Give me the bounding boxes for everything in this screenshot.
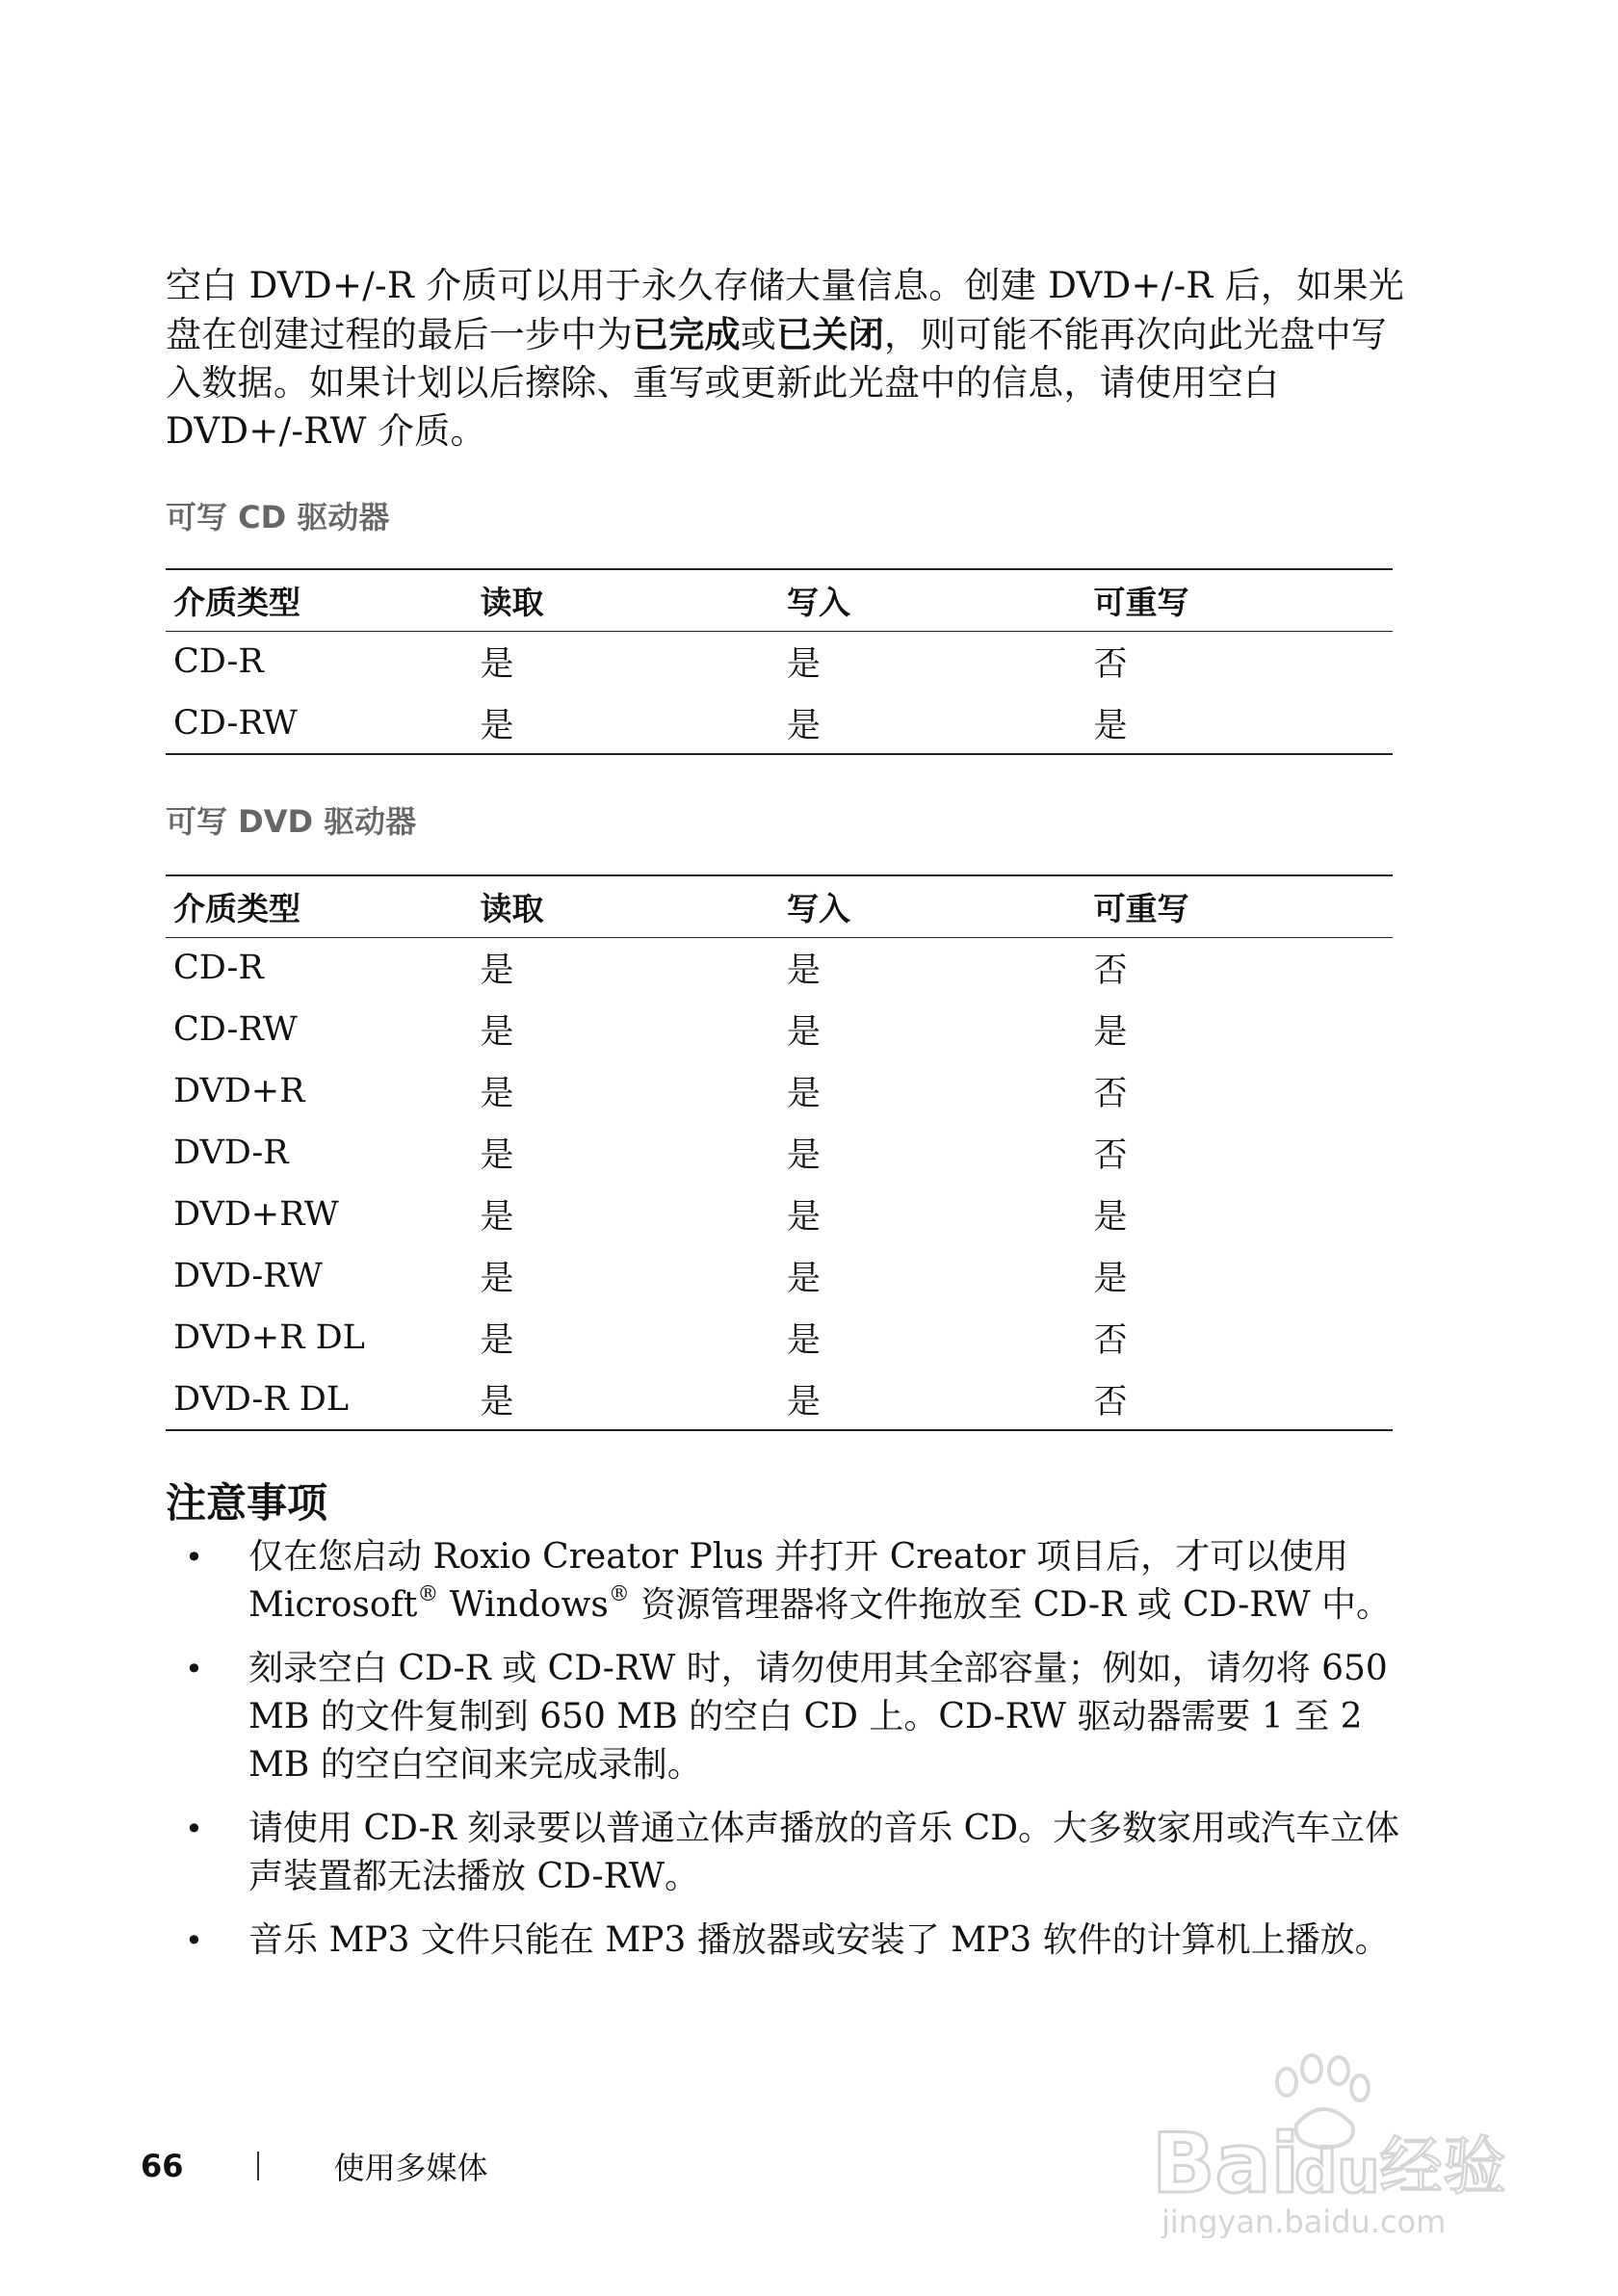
table-row (166, 1307, 1393, 1369)
table-row (166, 1369, 1393, 1430)
table-cell: DVD-RW (173, 1257, 323, 1295)
table-cell: 是 (480, 1260, 514, 1298)
table-cell: 是 (787, 1321, 822, 1360)
note-text: 请使用 CD-R 刻录要以普通立体声播放的音乐 CD。大多数家用或汽车立体声装置都无法播放 CD-RW。 (248, 1809, 1400, 1896)
table-cell: 是 (787, 1136, 822, 1175)
notes-heading: 注意事项 (166, 1479, 328, 1526)
table-row (166, 1184, 1393, 1245)
list-item (166, 1533, 1408, 1630)
table-cell: 是 (1093, 1013, 1128, 1052)
header-write: 写入 (787, 889, 850, 927)
intro-paragraph (166, 262, 1408, 456)
table-row (166, 1060, 1393, 1122)
intro-part1: 空白 DVD+/-R 介质可以用于永久存储大量信息。创建 DVD+/-R 后，如果光盘在创建过程的最后一步中为 (166, 265, 1405, 355)
table-header-row (166, 569, 1393, 631)
table-row (166, 1245, 1393, 1307)
table-cell: 是 (480, 1136, 514, 1175)
bullet-icon: • (185, 1811, 203, 1847)
table-cell: DVD+RW (173, 1195, 339, 1234)
page-number: 66 (141, 2148, 184, 2184)
table-cell: 是 (480, 645, 514, 685)
note-text: 刻录空白 CD-R 或 CD-RW 时，请勿使用其全部容量；例如，请勿将 650 MB 的文件复制到 650 MB 的空白 CD 上。CD-RW 驱动器需要 1 至 2 MB 的空白空间来完成录制。 (248, 1649, 1388, 1785)
table-cell: 是 (787, 645, 822, 685)
cd-drive-table (166, 568, 1393, 755)
footer-divider (257, 2152, 259, 2180)
table-cell: 是 (787, 1382, 822, 1422)
watermark-jingyan: 经验 (1379, 2129, 1506, 2204)
header-rewrite: 可重写 (1093, 889, 1189, 927)
list-item (166, 1917, 1408, 1965)
table-cell: DVD-R DL (173, 1379, 350, 1419)
table-row (166, 631, 1393, 692)
table-cell: 否 (1093, 1382, 1128, 1422)
registered-mark: ® (608, 1582, 630, 1606)
intro-part3: ，则可能不能再次向此光盘中写入数据。如果计划以后擦除、重写或更新此光盘中的信息，请使用空白 DVD+/-RW 介质。 (166, 314, 1388, 452)
notes-list (166, 1533, 1408, 1980)
table-cell: 是 (787, 706, 822, 745)
watermark-du: du (1294, 2136, 1380, 2206)
table-cell: 是 (1093, 706, 1128, 745)
section-title: 使用多媒体 (333, 2150, 488, 2186)
table-cell: 否 (1093, 1075, 1128, 1113)
bullet-icon: • (185, 1922, 203, 1959)
table-header-row (166, 875, 1393, 937)
table-row (166, 692, 1393, 754)
header-read: 读取 (480, 583, 544, 621)
header-read: 读取 (480, 889, 544, 927)
registered-mark: ® (417, 1582, 439, 1606)
header-rewrite: 可重写 (1093, 583, 1189, 621)
intro-bold-finalized: 已完成 (632, 313, 741, 355)
table-row (166, 937, 1393, 999)
baidu-watermark-logo (1152, 2046, 1527, 2238)
table-cell: 是 (480, 706, 514, 745)
table-cell: 是 (1093, 1260, 1128, 1298)
table-cell: 否 (1093, 1136, 1128, 1175)
table-cell: CD-R (173, 949, 264, 988)
header-media-type: 介质类型 (173, 583, 300, 621)
bullet-icon: • (185, 1651, 203, 1687)
table-cell: CD-R (173, 642, 264, 682)
table-cell: 否 (1093, 1321, 1128, 1360)
table-cell: 是 (787, 952, 822, 991)
table-cell: 是 (787, 1075, 822, 1113)
table-cell: DVD+R (173, 1072, 305, 1110)
table-cell: 是 (787, 1198, 822, 1237)
intro-bold-closed: 已关闭 (776, 313, 885, 355)
bullet-icon: • (185, 1539, 203, 1576)
table-cell: 是 (787, 1013, 822, 1052)
watermark-url: jingyan.baidu.com (1161, 2204, 1447, 2238)
dvd-table-caption: 可写 DVD 驱动器 (166, 803, 417, 840)
table-cell: 是 (480, 952, 514, 991)
note1-part-a: 仅在您启动 Roxio Creator Plus 并打开 Creator 项目后，才可以使用 Microsoft (248, 1537, 1349, 1625)
dvd-drive-table (166, 874, 1393, 1431)
header-media-type: 介质类型 (173, 889, 300, 927)
note-text: 音乐 MP3 文件只能在 MP3 播放器或安装了 MP3 软件的计算机上播放。 (248, 1920, 1390, 1960)
table-row (166, 999, 1393, 1060)
table-cell: 是 (480, 1321, 514, 1360)
table-cell: 是 (480, 1382, 514, 1422)
intro-part2: 或 (740, 314, 777, 355)
table-cell: 否 (1093, 645, 1128, 685)
intro-text (166, 262, 1408, 456)
table-cell: CD-RW (173, 703, 298, 743)
note-text (248, 1537, 1391, 1625)
header-write: 写入 (787, 583, 850, 621)
watermark-brand: Bai (1152, 2116, 1300, 2212)
table-cell: 是 (787, 1260, 822, 1298)
table-cell: 否 (1093, 952, 1128, 991)
table-cell: 是 (480, 1013, 514, 1052)
table-row (166, 1122, 1393, 1184)
table-cell: DVD-R (173, 1134, 289, 1172)
table-cell: CD-RW (173, 1010, 298, 1049)
note1-part-c: 资源管理器将文件拖放至 CD-R 或 CD-RW 中。 (629, 1585, 1392, 1625)
table-cell: DVD+R DL (173, 1318, 365, 1357)
list-item (166, 1805, 1408, 1901)
cd-table-caption: 可写 CD 驱动器 (166, 499, 390, 535)
table-cell: 是 (480, 1075, 514, 1113)
page-footer (141, 2144, 488, 2188)
note1-part-b: Windows (438, 1585, 609, 1625)
table-cell: 是 (1093, 1198, 1128, 1237)
list-item (166, 1645, 1408, 1789)
table-cell: 是 (480, 1198, 514, 1237)
